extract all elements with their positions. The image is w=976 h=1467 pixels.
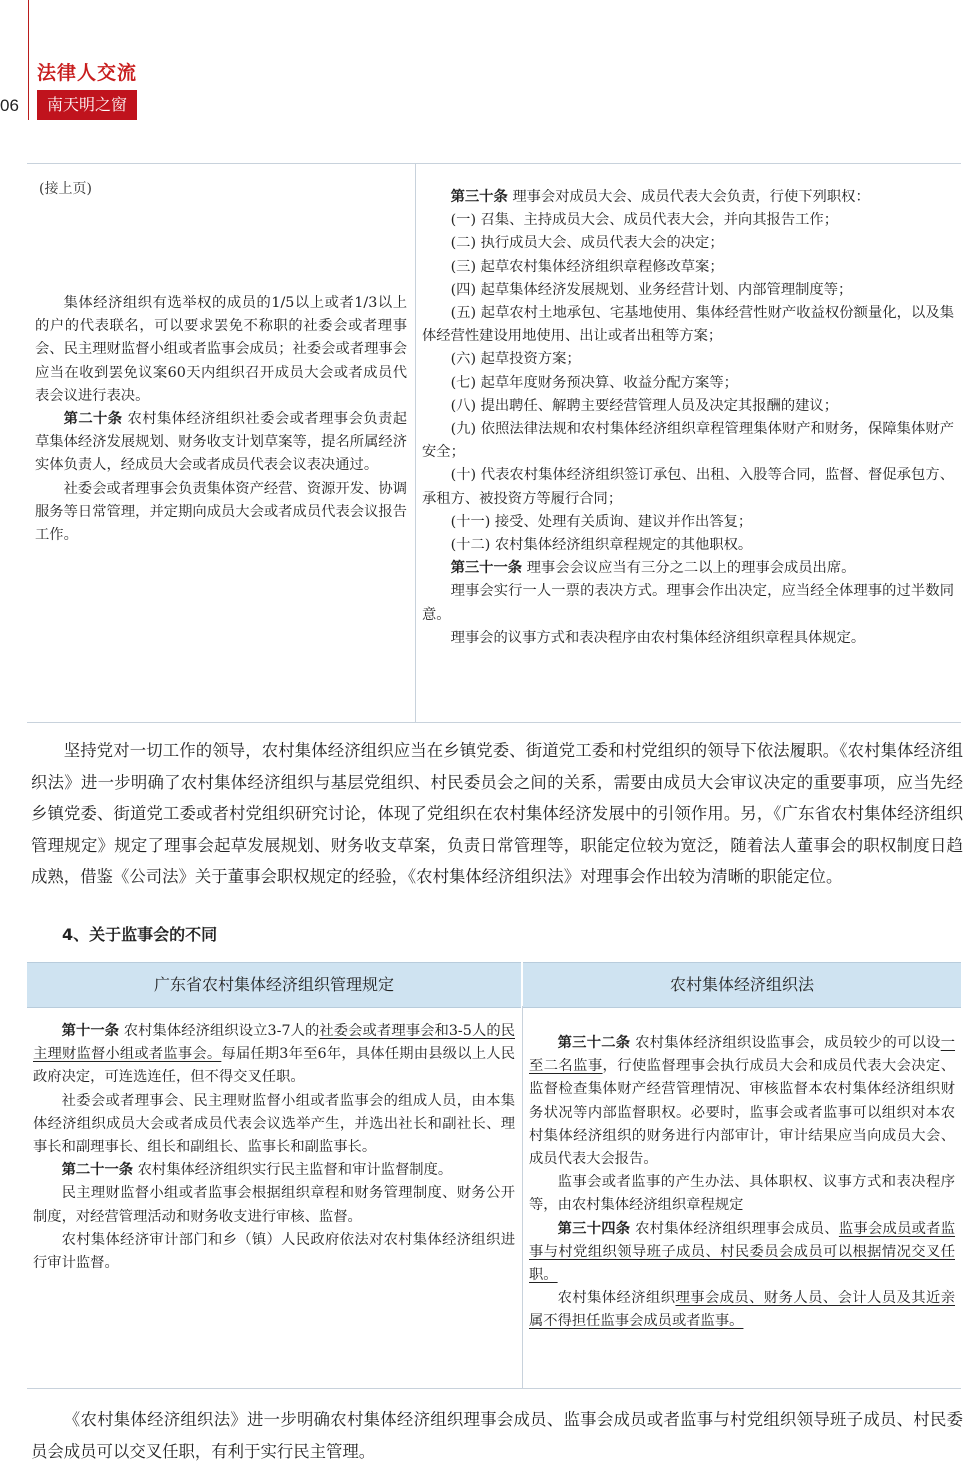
table1-right-text	[422, 186, 954, 650]
list-item: (四) 起草集体经济发展规划、业务经营计划、内部管理制度等；	[450, 281, 853, 298]
law-paragraph: 第三十二条 农村集体经济组织设监事会，成员较少的可以设一至二名监事，行使监督理事会执行成员大会和成员代表大会决定、监督检查集体财产经营管理情况、审核监督本农村集体经济组织财务状况等内部监督职权。必要时，监事会或者监事可以组织对本农村集体经济组织的财务进行内部审计，审计结果应当向成员大会、成员代表大会报告。	[529, 1035, 956, 1168]
list-item: (八) 提出聘任、解聘主要经营管理人员及决定其报酬的建议；	[450, 397, 839, 414]
list-item: (十) 代表农村集体经济组织签订承包、出租、入股等合同，监督、督促承包方、承租方、被投资方等履行合同；	[422, 467, 954, 507]
comparison-table-supervisory	[27, 962, 961, 1389]
law-paragraph: 第三十四条 农村集体经济组织理事会成员、监事会成员或者监事与村党组织领导班子成员、村民委员会成员可以根据情况交叉任职。	[529, 1220, 956, 1284]
law-paragraph: 监事会或者监事的产生办法、具体职权、议事方式和表决程序等，由农村集体经济组织章程规定	[529, 1174, 955, 1214]
list-item: (一) 召集、主持成员大会、成员代表大会，并向其报告工作；	[450, 212, 839, 229]
law-paragraph: 第二十一条 农村集体经济组织实行民主监督和审计监督制度。	[61, 1162, 453, 1179]
body-paragraph-council	[31, 735, 963, 893]
law-paragraph: 集体经济组织有选举权的成员的1/5以上或者1/3以上的户的代表联名，可以要求罢免不称职的社委会或者理事会、民主理财监督小组或者监事会成员；社委会或者理事会应当在收到罢免议案60天内组织召开成员大会或者成员代表会议进行表决。	[35, 295, 407, 404]
table2-right-text	[529, 1032, 955, 1334]
list-item: (十二) 农村集体经济组织章程规定的其他职权。	[450, 537, 753, 554]
table2-header-national-law: 农村集体经济组织法	[523, 962, 961, 1008]
paragraph: 坚持党对一切工作的领导，农村集体经济组织应当在乡镇党委、街道党工委和村党组织的领导下依法履职。《农村集体经济组织法》进一步明确了农村集体经济组织与基层党组织、村民委员会之间的关系，需要由成员大会审议决定的重要事项，应当先经乡镇党委、街道党工委或者村党组织研究讨论，体现了党组织在农村集体经济发展中的引领作用。另，《广东省农村集体经济组织管理规定》规定了理事会起草发展规划、财务收支草案，负责日常管理等，职能定位较为宽泛，随着法人董事会的职权制度日趋成熟，借鉴《公司法》关于董事会职权规定的经验，《农村集体经济组织法》对理事会作出较为清晰的职能定位。	[31, 741, 963, 886]
table1-right-cell	[416, 164, 961, 722]
table1-left-cell	[27, 164, 415, 722]
continued-label: (接上页)	[39, 181, 92, 197]
paragraph: 《农村集体经济组织法》进一步明确农村集体经济组织理事会成员、监事会成员或者监事与村党组织领导班子成员、村民委员会成员可以交叉任职，有利于实行民主管理。	[31, 1410, 963, 1461]
law-paragraph: 农村集体经济审计部门和乡（镇）人民政府依法对农村集体经济组织进行审计监督。	[33, 1231, 515, 1272]
column-badge: 南天明之窗	[37, 90, 137, 120]
law-paragraph: 社委会或者理事会负责集体资产经营、资源开发、协调服务等日常管理，并定期向成员大会或者成员代表会议报告工作。	[35, 480, 407, 544]
list-item: (五) 起草农村土地承包、宅基地使用、集体经营性财产收益权份额量化，以及集体经营性建设用地使用、出让或者出租等方案；	[422, 305, 954, 345]
table1-left-text	[35, 292, 407, 547]
list-item: (六) 起草投资方案；	[450, 351, 581, 368]
list-item: (十一) 接受、处理有关质询、建议并作出答复；	[450, 513, 753, 530]
section-heading-supervisory: 4、关于监事会的不同	[62, 925, 218, 944]
body-paragraph-supervisory	[31, 1404, 963, 1467]
list-item: (七) 起草年度财务预决算、收益分配方案等；	[450, 374, 738, 391]
table2-divider	[522, 1006, 523, 1388]
header-rule	[28, 0, 29, 120]
list-item: (二) 执行成员大会、成员代表大会的决定；	[450, 235, 724, 252]
list-item: (三) 起草农村集体经济组织章程修改草案；	[450, 258, 724, 275]
page-number: 06	[0, 96, 19, 115]
comparison-table-council	[27, 163, 961, 723]
law-paragraph: 民主理财监督小组或者监事会根据组织章程和财务管理制度、财务公开制度，对经营管理活动和财务收支进行审核、监督。	[33, 1185, 515, 1225]
table2-header-guangdong: 广东省农村集体经济组织管理规定	[27, 962, 521, 1008]
law-paragraph: 第三十条 理事会对成员大会、成员代表大会负责，行使下列职权：	[450, 189, 870, 205]
column-title: 法律人交流	[37, 62, 138, 84]
law-paragraph: 社委会或者理事会、民主理财监督小组或者监事会的组成人员，由本集体经济组织成员大会或者成员代表会议选举产生，并选出社长和副社长、理事长和副理事长、组长和副组长、监事长和副监事长。	[33, 1092, 515, 1156]
list-item: (九) 依照法律法规和农村集体经济组织章程管理集体财产和财务，保障集体财产安全；	[422, 421, 954, 461]
table2-left-text	[33, 1020, 515, 1275]
law-paragraph: 农村集体经济组织理事会成员、财务人员、会计人员及其近亲属不得担任监事会成员或者监事。	[529, 1290, 956, 1330]
law-paragraph: 第三十一条 理事会会议应当有三分之二以上的理事会成员出席。	[450, 560, 856, 577]
law-paragraph: 理事会的议事方式和表决程序由农村集体经济组织章程具体规定。	[450, 629, 866, 646]
law-paragraph: 理事会实行一人一票的表决方式。理事会作出决定，应当经全体理事的过半数同意。	[422, 583, 954, 623]
law-paragraph: 第十一条 农村集体经济组织设立3-7人的社委会或者理事会和3-5人的民主理财监督小组或者监事会。每届任期3年至6年，具体任期由县级以上人民政府决定，可连选连任，但不得交叉任职。	[33, 1023, 515, 1086]
law-paragraph: 第二十条 农村集体经济组织社委会或者理事会负责起草集体经济发展规划、财务收支计划草案等，提名所属经济实体负责人，经成员大会或者成员代表会议表决通过。	[35, 411, 408, 474]
